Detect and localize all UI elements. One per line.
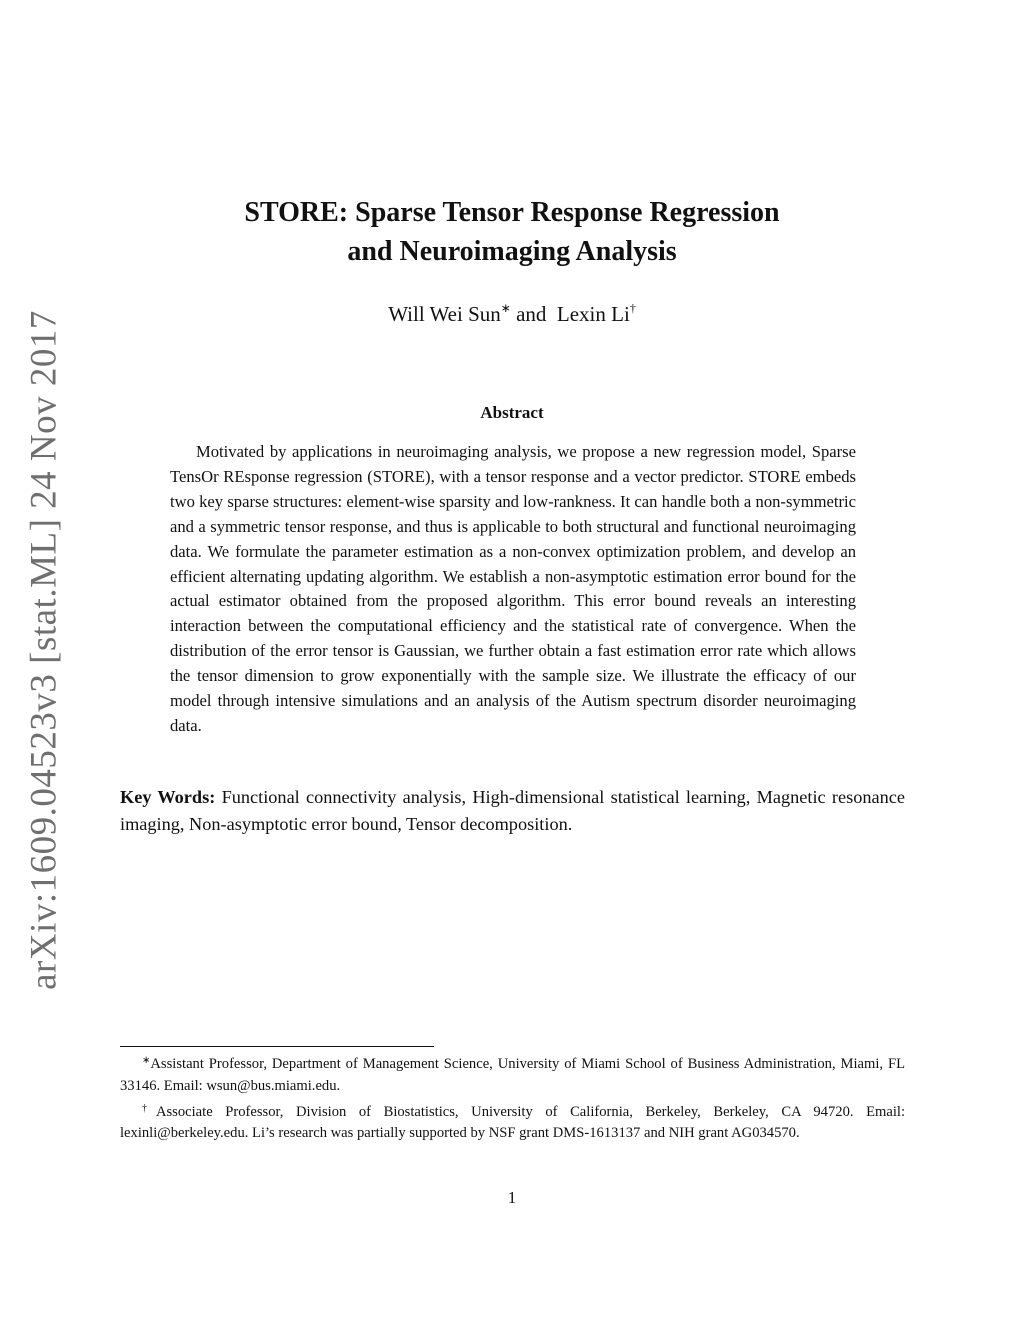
footnote bbox=[120, 1050, 905, 1098]
footnote-mark: ∗ bbox=[142, 1055, 151, 1066]
abstract-text: Motivated by applications in neuroimaging analysis, we propose a new regression model, Sparse TensOr REsponse regression (STORE), with a tensor response and a vector predictor. STORE embeds two key sparse structures: element-wise sparsity and low-rankness. It can handle both a non-symmetric and a symmetric tensor response, and thus is applicable to both structural and functional neuroimaging data. We formulate the parameter estimation as a non-convex optimization problem, and develop an efficient alternating updating algorithm. We establish a non-asymptotic estimation error bound for the actual estimator obtained from the proposed algorithm. This error bound reveals an interesting interaction between the computational efficiency and the statistical rate of convergence. When the distribution of the error tensor is Gaussian, we further obtain a fast estimation error rate which allows the tensor dimension to grow exponentially with the sample size. We illustrate the efficacy of our model through intensive simulations and an analysis of the Autism spectrum disorder neuroimaging data. bbox=[170, 442, 856, 735]
footnote-mark: ∗ bbox=[500, 301, 511, 315]
keywords-text: Functional connectivity analysis, High-dimensional statistical learning, Magnetic resonance imaging, Non-asymptotic error bound, Tensor decomposition. bbox=[120, 787, 905, 834]
footnote bbox=[120, 1098, 905, 1146]
paper-title bbox=[0, 193, 1024, 271]
footnote-text: Associate Professor, Division of Biostatistics, University of California, Berkeley, Berkeley, CA 94720. Email: lexinli@berkeley.edu. Li’s research was partially supported by NSF grant DMS-1613137 and NIH grant AG034570. bbox=[120, 1103, 906, 1142]
author-name: Will Wei Sun bbox=[388, 302, 501, 326]
keywords-label: Key Words: bbox=[120, 787, 216, 807]
author-conjunction: and bbox=[516, 302, 547, 326]
author-name: Lexin Li bbox=[556, 302, 630, 326]
abstract-heading: Abstract bbox=[480, 403, 544, 422]
page-number: 1 bbox=[507, 1188, 517, 1207]
arxiv-side-identifier: arXiv:1609.04523v3 [stat.ML] 24 Nov 2017 bbox=[23, 310, 65, 990]
title-line-1: STORE: Sparse Tensor Response Regression bbox=[244, 197, 780, 228]
title-line-2: and Neuroimaging Analysis bbox=[347, 236, 677, 267]
author-list bbox=[0, 301, 1024, 327]
footnote-mark: † bbox=[629, 301, 636, 315]
footnote-mark: † bbox=[142, 1102, 156, 1114]
footnote-divider bbox=[120, 1046, 434, 1047]
keywords-paragraph bbox=[120, 784, 905, 838]
footnotes bbox=[120, 1050, 905, 1145]
footnote-text: Assistant Professor, Department of Management Science, University of Miami School of Business Administration, Miami, FL 33146. Email: wsun@bus.miami.edu. bbox=[120, 1056, 905, 1094]
